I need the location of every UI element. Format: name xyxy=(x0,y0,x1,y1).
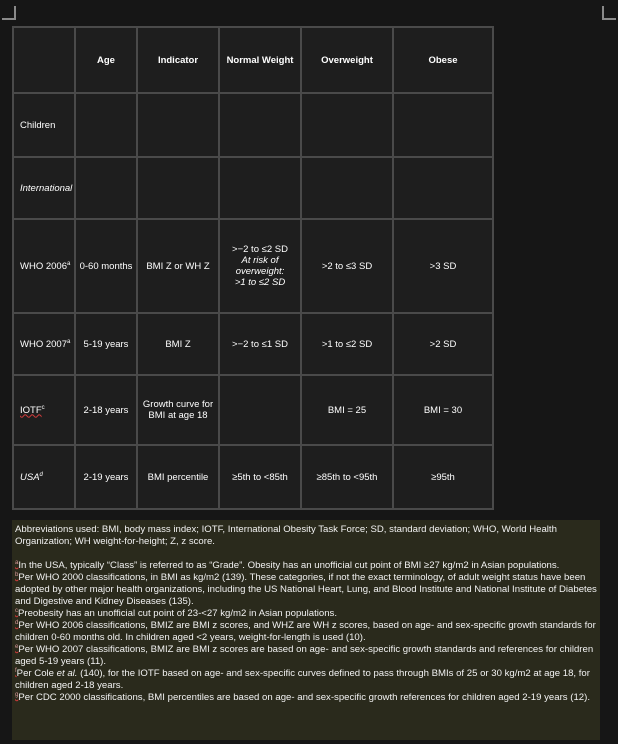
table-row xyxy=(13,313,493,375)
cell-overweight: BMI = 25 xyxy=(301,375,393,445)
header-age: Age xyxy=(75,27,137,93)
cell-normal-weight: ≥5th to <85th xyxy=(219,445,301,509)
footnote: $^a$In the USA, typically “Class” is referred to as “Grade”. Obesity has an unofficial cut point of BMI ≥27 kg/m2 in Asian populations. xyxy=(15,559,560,571)
cell-overweight: >2 to ≤3 SD xyxy=(301,219,393,313)
table-row xyxy=(13,445,493,509)
row-label: WHO 2006$^a$ xyxy=(13,219,75,313)
header-indicator: Indicator xyxy=(137,27,219,93)
footnote: $^g$Per CDC 2000 classifications, BMI percentiles are based on age- and sex-specific growth references for children aged 2-19 years (12). xyxy=(15,691,590,703)
row-label: USA$^d$ xyxy=(13,445,75,509)
header-normal-weight: Normal Weight xyxy=(219,27,301,93)
header-empty xyxy=(13,27,75,93)
abbreviations-note: Abbreviations used: BMI, body mass index; IOTF, International Obesity Task Force; SD, standard deviation; WHO, World Health Organization; WH weight-for-height; Z, z score. xyxy=(15,524,557,547)
section-children: Children xyxy=(13,93,75,157)
footnote: $^d$Per WHO 2006 classifications, BMIZ are BMI z scores, and WHZ are WH z scores, based on age- and sex-specific growth standards for children 0-60 months old. In children aged <2 years, weight-for-length is used (10). xyxy=(15,619,596,643)
cell-indicator: BMI Z or WH Z xyxy=(137,219,219,313)
cell-indicator: BMI Z xyxy=(137,313,219,375)
cell-obese: >3 SD xyxy=(393,219,493,313)
table-footnotes xyxy=(12,520,600,740)
cell-indicator: Growth curve for BMI at age 18 xyxy=(137,375,219,445)
cell-obese: ≥95th xyxy=(393,445,493,509)
footnote: $^f$Per Cole et al. (140), for the IOTF based on age- and sex-specific curves defined to pass through BMIs of 25 or 30 kg/m2 at age 18, for children aged 2-18 years. xyxy=(15,667,590,691)
table-row xyxy=(13,93,493,157)
crop-mark-top-right xyxy=(602,6,616,20)
cell-normal-weight: >−2 to ≤2 SD At risk of overweight: >1 to ≤2 SD xyxy=(219,219,301,313)
footnote: $^e$Per WHO 2007 classifications, BMIZ are BMI z scores are based on age- and sex-specific growth standards and references for children aged 5-19 years (11). xyxy=(15,643,594,667)
bmi-classification-table xyxy=(12,26,494,510)
cell-obese: BMI = 30 xyxy=(393,375,493,445)
cell-age: 5-19 years xyxy=(75,313,137,375)
cell-overweight: >1 to ≤2 SD xyxy=(301,313,393,375)
cell-indicator: BMI percentile xyxy=(137,445,219,509)
row-label: IOTF$^c$ xyxy=(13,375,75,445)
crop-mark-top-left xyxy=(2,6,16,20)
header-obese: Obese xyxy=(393,27,493,93)
cell-age: 2-19 years xyxy=(75,445,137,509)
table-row xyxy=(13,219,493,313)
row-label: WHO 2007$^a$ xyxy=(13,313,75,375)
header-overweight: Overweight xyxy=(301,27,393,93)
cell-obese: >2 SD xyxy=(393,313,493,375)
footnote: $^b$Per WHO 2000 classifications, in BMI as kg/m2 (139). These categories, if not the exact terminology, of adult weight status have been adopted by other major health organizations, including the US National Heart, Lung, and Blood Institute and National Institute of Diabetes and Digestive and Kidney Diseases (135). xyxy=(15,571,597,607)
cell-age: 2-18 years xyxy=(75,375,137,445)
section-international: International xyxy=(13,157,75,219)
cell-age: 0-60 months xyxy=(75,219,137,313)
cell-normal-weight xyxy=(219,375,301,445)
table-header-row xyxy=(13,27,493,93)
table-row xyxy=(13,375,493,445)
footnote: $^c$Preobesity has an unofficial cut point of 23-<27 kg/m2 in Asian populations. xyxy=(15,607,338,619)
cell-normal-weight: >−2 to ≤1 SD xyxy=(219,313,301,375)
table-row xyxy=(13,157,493,219)
cell-overweight: ≥85th to <95th xyxy=(301,445,393,509)
